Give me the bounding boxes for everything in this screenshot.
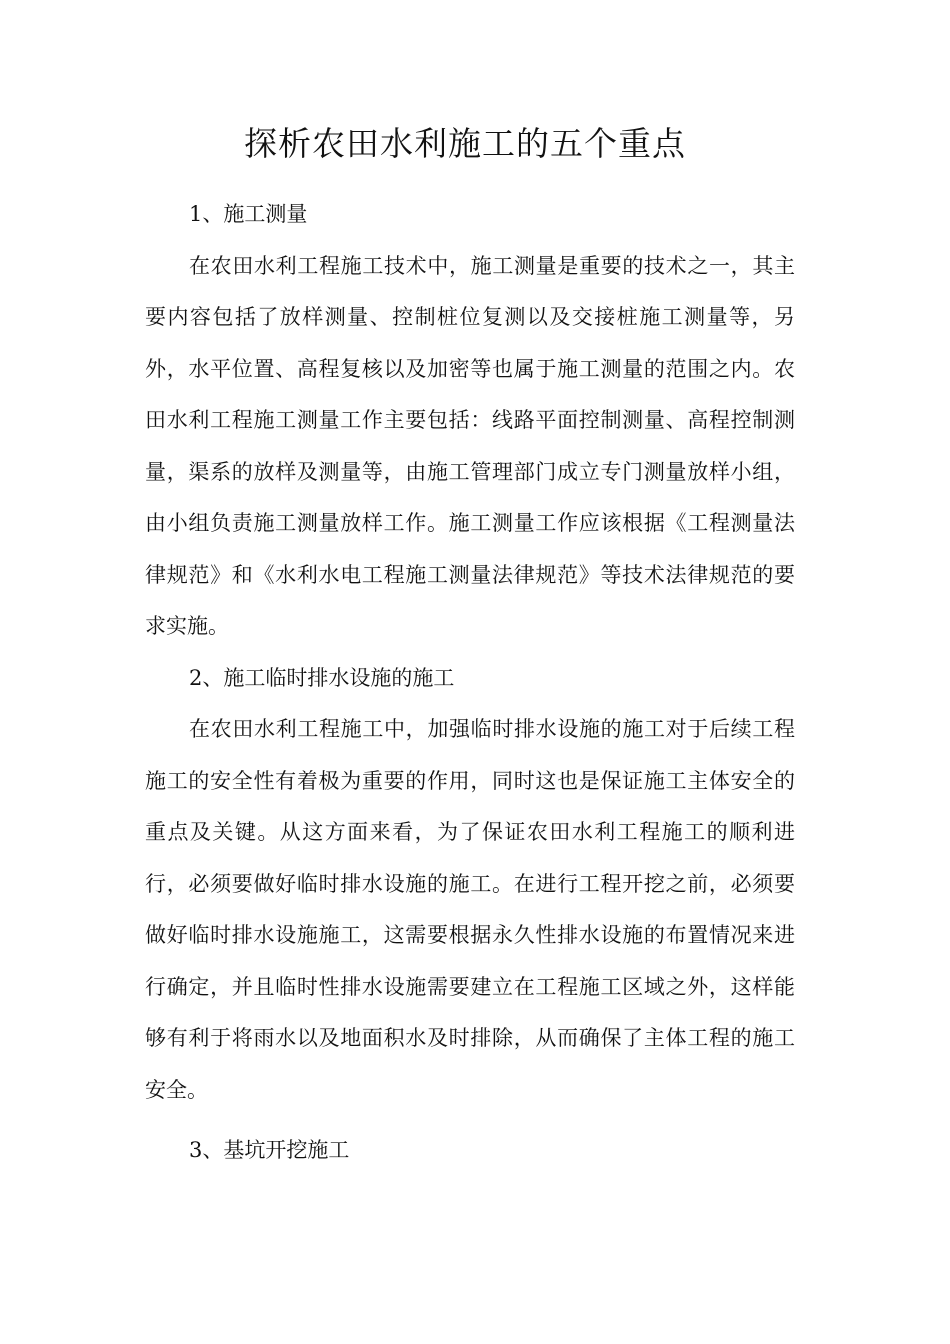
section-heading-2: 2、施工临时排水设施的施工 — [189, 665, 455, 690]
section-heading-3: 3、基坑开挖施工 — [189, 1138, 350, 1162]
section-paragraph-1: 在农田水利工程施工技术中，施工测量是重要的技术之一，其主要内容包括了放样测量、控制桩位复测以及交接桩施工测量等，另外，水平位置、高程复核以及加密等也属于施工测量的范围之内。农田水利工程施工测量工作主要包括：线路平面控制测量、高程控制测量，渠系的放样及测量等，由施工管理部门成立专门测量放样小组，由小组负责施工测量放样工作。施工测量工作应该根据《工程测量法律规范》和《水利水电工程施工测量法律规范》等技术法律规范的要求实施。 — [145, 253, 795, 638]
paragraph-spacer — [145, 1116, 795, 1125]
document-body — [145, 189, 795, 1177]
section-heading-1: 1、施工测量 — [189, 202, 308, 226]
section-paragraph-2: 在农田水利工程施工中，加强临时排水设施的施工对于后续工程施工的安全性有着极为重要的作用，同时这也是保证施工主体安全的重点及关键。从这方面来看，为了保证农田水利工程施工的顺利进行，必须要做好临时排水设施的施工。在进行工程开挖之前，必须要做好临时排水设施施工，这需要根据永久性排水设施的布置情况来进行确定，并且临时性排水设施需要建立在工程施工区域之外，这样能够有利于将雨水以及地面积水及时排除，从而确保了主体工程的施工安全。 — [145, 717, 795, 1102]
document-title: 探析农田水利施工的五个重点 — [244, 124, 686, 163]
